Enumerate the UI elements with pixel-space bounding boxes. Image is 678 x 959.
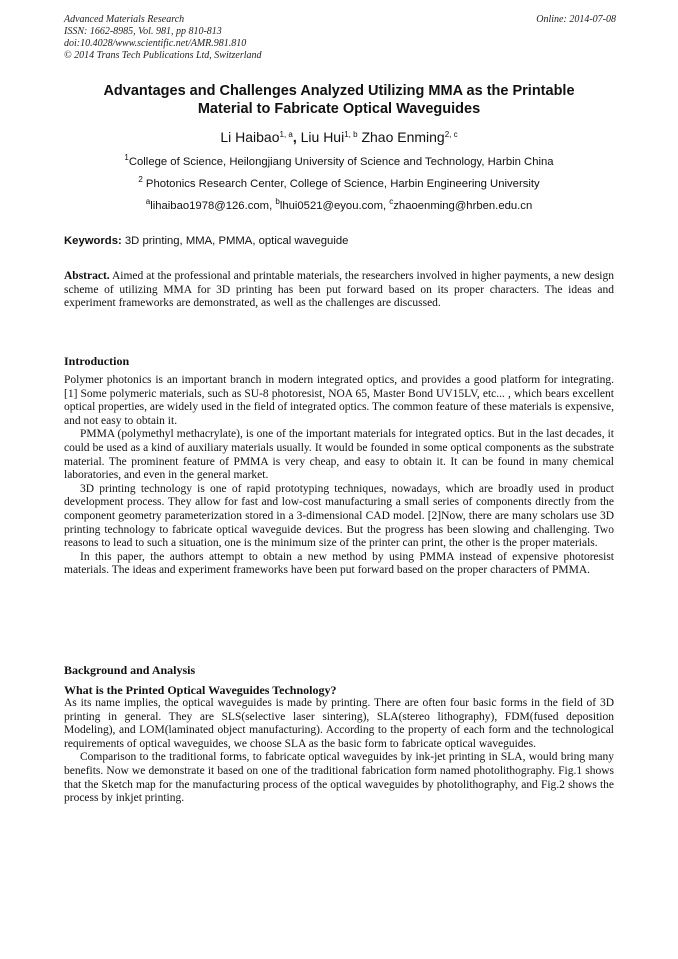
author-superscript: 1, b bbox=[344, 130, 358, 139]
paragraph: Comparison to the traditional forms, to fabricate optical waveguides by ink-jet printing in SLA, would bring many benefits. Now we demonstrate it based on one of the traditional fabrication form named photolithography. Fig.1 shows that the Sketch map for the manufacturing process of the optical waveguides by photolithography, and Fig.2 shows the process by inkjet printing. bbox=[64, 751, 614, 805]
section-heading: Background and Analysis bbox=[64, 663, 196, 677]
keywords-label: Keywords: bbox=[64, 235, 122, 247]
author-list bbox=[64, 128, 614, 146]
affiliation-marker: 2 bbox=[138, 175, 143, 184]
journal-header bbox=[64, 14, 616, 62]
email-link[interactable]: zhaoenming@hrben.edu.cn bbox=[393, 200, 533, 212]
journal-issn: ISSN: 1662-8985, Vol. 981, pp 810-813 bbox=[64, 26, 222, 37]
email-marker: c bbox=[389, 197, 394, 206]
affiliation-text: College of Science, Heilongjiang University of Science and Technology, Harbin China bbox=[128, 156, 554, 168]
author-emails bbox=[64, 199, 614, 213]
author-superscript: 1, a bbox=[279, 130, 293, 139]
author-name: Li Haibao bbox=[220, 129, 280, 145]
paragraph: In this paper, the authors attempt to obtain a new method by using PMMA instead of expensive photoresist materials. The ideas and experiment frameworks have been put forward based on the proper characters of PMMA. bbox=[64, 550, 614, 577]
email-link[interactable]: lihaibao1978@126.com, bbox=[150, 200, 276, 212]
affiliation-2 bbox=[64, 177, 614, 191]
subsection-heading: What is the Printed Optical Waveguides Technology? bbox=[64, 683, 337, 697]
author-name: Liu Hui bbox=[300, 129, 345, 145]
journal-name: Advanced Materials Research bbox=[64, 14, 185, 25]
paragraph: 3D printing technology is one of rapid prototyping techniques, nowadays, which are broadly used in product development process. They allow for fast and low-cost manufacturing a small series of components directly from the component geometry parameterization stored in a 3-dimensional CAD model. [2]Now, there are many scholars use 3D printing technology to fabricate optical waveguide devices. But the progress has been slowing and challenging. Two reasons to lead to such a situation, one is the minimum size of the printer can print, the other is the proper materials. bbox=[64, 482, 614, 550]
email-marker: b bbox=[275, 197, 280, 206]
affiliation-1 bbox=[64, 155, 614, 169]
journal-copyright: © 2014 Trans Tech Publications Ltd, Switzerland bbox=[64, 50, 262, 61]
paragraph: PMMA (polymethyl methacrylate), is one of the important materials for integrated optics. But in the last decades, it could be used as a kind of auxiliary materials usually. It would be founded in some optical components as the substrate material. The prominent feature of PMMA is very cheap, and easy to obtain it. It can be found in many chemical laboratories, and even in the general market. bbox=[64, 428, 614, 482]
email-marker: a bbox=[145, 197, 151, 206]
affiliation-marker: 1 bbox=[124, 153, 129, 162]
introduction-section bbox=[64, 354, 614, 578]
author-superscript: 2, c bbox=[444, 130, 458, 139]
keywords-text: 3D printing, MMA, PMMA, optical waveguide bbox=[121, 235, 349, 247]
title-line-2: Material to Fabricate Optical Waveguides bbox=[197, 101, 481, 117]
paragraph: As its name implies, the optical waveguides is made by printing. There are often four basic forms in the field of 3D printing in general. They are SLS(selective laser sintering), SLA(stereo lithography), FDM(fused deposition Modeling), and LOM(laminated object manufacturing). According to the property of each form and the technological requirements of optical waveguides, we choose SLA as the basic form to fabricate optical waveguides. bbox=[64, 697, 614, 750]
author-separator: , bbox=[292, 129, 301, 145]
keywords bbox=[64, 234, 616, 248]
online-date: Online: 2014-07-08 bbox=[536, 14, 616, 25]
paragraph: Polymer photonics is an important branch in modern integrated optics, and provides a good platform for integrating. [1] Some polymeric materials, such as SU-8 photoresist, NOA 65, Master Bond UV15LV, etc... , which bears excellent optical properties, are widely used in the field of integrated optics. The common feature of these materials is expensive, and not easy to obtain it. bbox=[64, 374, 615, 427]
section-heading: Introduction bbox=[64, 354, 130, 368]
abstract-text: Aimed at the professional and printable materials, the researchers involved in higher payments, a new design scheme of utilizing MMA for 3D printing has been put forward based on its proper characters. The ideas and experiment frameworks are demonstrated, as well as the challenges are discussed. bbox=[64, 270, 614, 310]
background-section bbox=[64, 663, 614, 806]
title-line-1: Advantages and Challenges Analyzed Utilizing MMA as the Printable bbox=[103, 83, 575, 99]
abstract-label: Abstract. bbox=[64, 270, 110, 282]
email-link[interactable]: lhui0521@eyou.com, bbox=[279, 200, 390, 212]
journal-doi[interactable]: doi:10.4028/www.scientific.net/AMR.981.810 bbox=[64, 38, 247, 49]
affiliation-text: Photonics Research Center, College of Science, Harbin Engineering University bbox=[142, 178, 540, 190]
author-name: Zhao Enming bbox=[361, 129, 445, 145]
paper-title bbox=[64, 82, 614, 118]
abstract bbox=[64, 270, 614, 311]
